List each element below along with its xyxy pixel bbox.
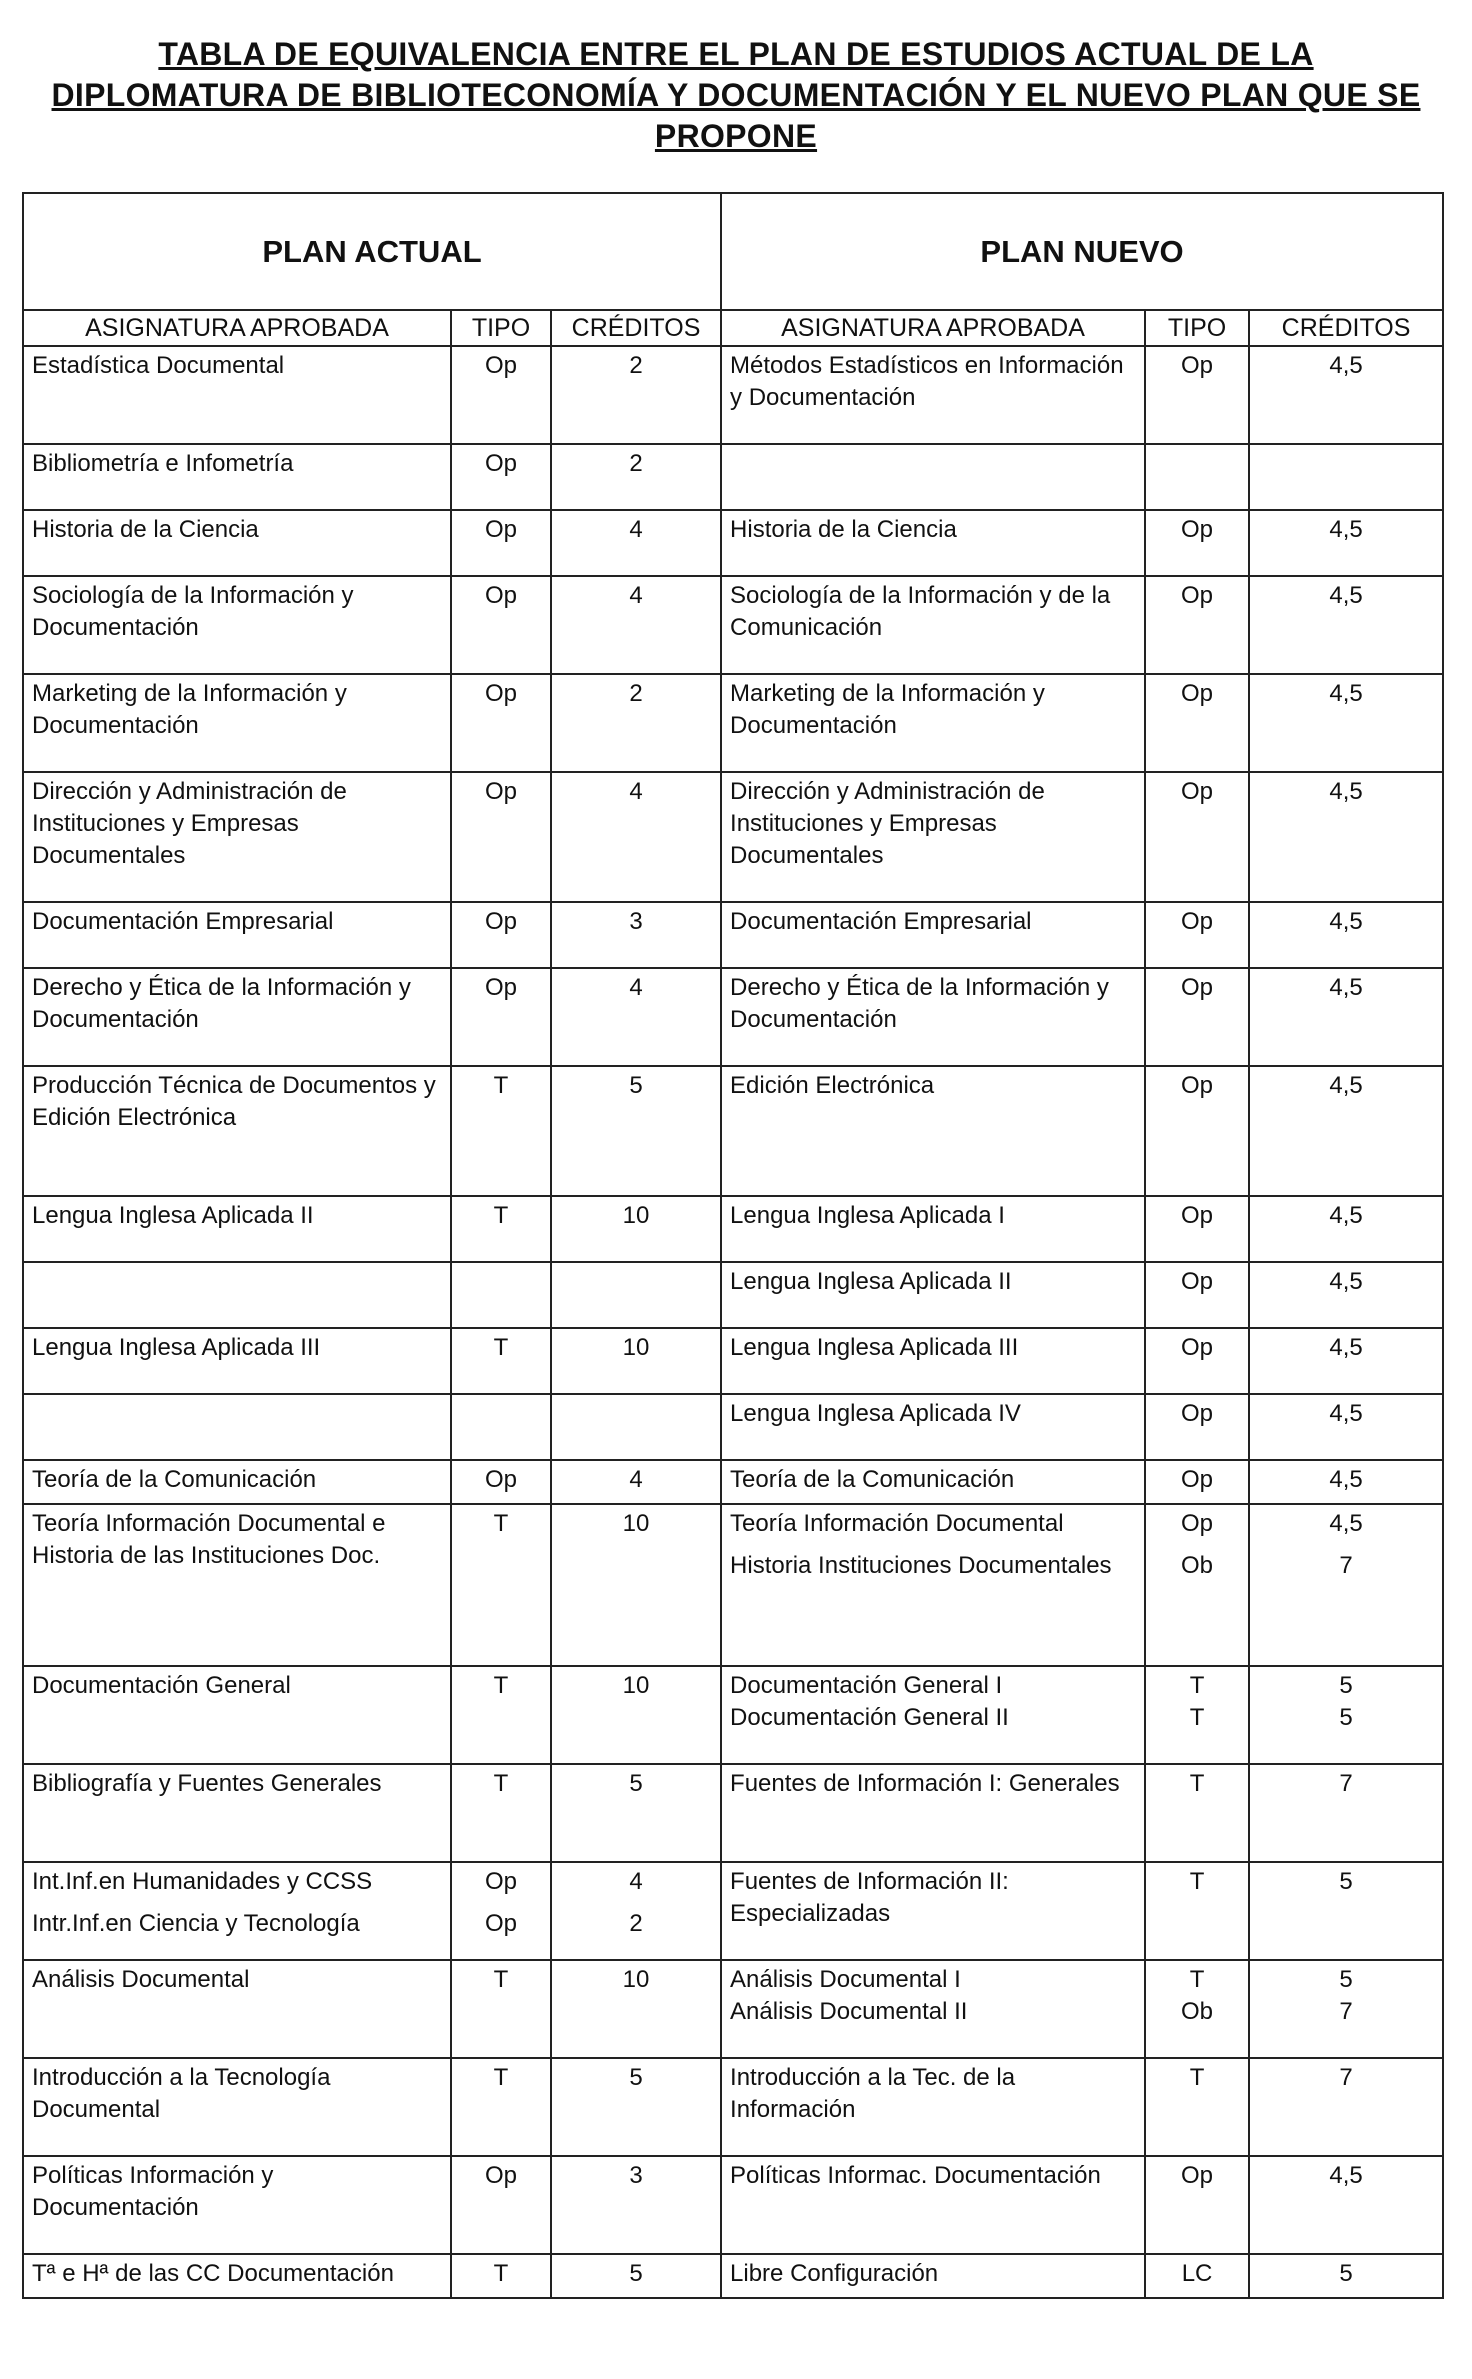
actual-creditos: 10	[551, 1666, 721, 1764]
actual-creditos: 4	[551, 1460, 721, 1504]
nuevo-creditos-pair	[1249, 1960, 1443, 2058]
actual-tipo: Op	[484, 1868, 517, 1895]
nuevo-creditos: 4,5	[1249, 346, 1443, 444]
actual-asignatura: Historia de la Ciencia	[23, 510, 451, 576]
actual-tipo: Op	[451, 674, 551, 772]
plan-nuevo-header: PLAN NUEVO	[721, 193, 1443, 310]
actual-asignatura-header: ASIGNATURA APROBADA	[23, 310, 451, 346]
actual-creditos: 3	[551, 902, 721, 968]
actual-tipo: Op	[451, 444, 551, 510]
actual-creditos: 2	[551, 346, 721, 444]
actual-tipo: T	[451, 1764, 551, 1862]
actual-tipo: Op	[451, 576, 551, 674]
nuevo-creditos: 5	[1339, 1966, 1353, 1993]
actual-tipo: T	[451, 2254, 551, 2298]
nuevo-tipo: T	[1145, 1764, 1249, 1862]
actual-asignatura: Sociología de la Información y Documentación	[23, 576, 451, 674]
nuevo-creditos: 5	[1249, 2254, 1443, 2298]
actual-creditos: 4	[629, 1868, 643, 1895]
nuevo-tipo-2: T	[1189, 1704, 1205, 1731]
nuevo-creditos-2: 7	[1339, 1998, 1353, 2025]
nuevo-asignatura: Métodos Estadísticos en Información y Documentación	[721, 346, 1145, 444]
nuevo-creditos-2: 7	[1339, 1552, 1353, 1579]
actual-creditos: 3	[551, 2156, 721, 2254]
table-row	[23, 1666, 1443, 1764]
nuevo-creditos: 5	[1339, 1672, 1353, 1699]
table-row	[23, 1862, 1443, 1960]
nuevo-tipo: T	[1189, 1672, 1205, 1699]
nuevo-tipo	[1145, 444, 1249, 510]
nuevo-tipo: Op	[1145, 1394, 1249, 1460]
table-row	[23, 1460, 1443, 1504]
nuevo-creditos: 4,5	[1249, 902, 1443, 968]
actual-asignatura: Producción Técnica de Documentos y Edición Electrónica	[23, 1066, 451, 1196]
nuevo-asignatura-2: Documentación General II	[730, 1704, 1009, 1731]
actual-tipo	[451, 1394, 551, 1460]
nuevo-creditos: 4,5	[1249, 1066, 1443, 1196]
actual-tipo: T	[451, 1196, 551, 1262]
actual-asignatura: Estadística Documental	[23, 346, 451, 444]
nuevo-creditos: 4,5	[1249, 1328, 1443, 1394]
nuevo-tipo: Op	[1145, 1262, 1249, 1328]
actual-asignatura: Derecho y Ética de la Información y Documentación	[23, 968, 451, 1066]
nuevo-asignatura: Teoría Información Documental	[730, 1510, 1064, 1537]
table-row	[23, 444, 1443, 510]
nuevo-creditos: 4,5	[1249, 1196, 1443, 1262]
nuevo-asignatura: Fuentes de Información II: Especializadas	[721, 1862, 1145, 1960]
actual-asignatura: Teoría de la Comunicación	[23, 1460, 451, 1504]
table-row	[23, 902, 1443, 968]
nuevo-tipo: T	[1189, 1966, 1205, 1993]
nuevo-creditos: 4,5	[1249, 674, 1443, 772]
table-row	[23, 968, 1443, 1066]
nuevo-tipo: Op	[1181, 1510, 1214, 1537]
nuevo-tipo: LC	[1145, 2254, 1249, 2298]
table-row	[23, 1262, 1443, 1328]
nuevo-creditos: 4,5	[1329, 1510, 1363, 1537]
table-row	[23, 674, 1443, 772]
actual-asignatura: Introducción a la Tecnología Documental	[23, 2058, 451, 2156]
document-title: TABLA DE EQUIVALENCIA ENTRE EL PLAN DE ESTUDIOS ACTUAL DE LA DIPLOMATURA DE BIBLIOTECONOMÍA Y DOCUMENTACIÓN Y EL NUEVO PLAN QUE SE PROPONE	[51, 36, 1421, 154]
nuevo-asignatura: Dirección y Administración de Instituciones y Empresas Documentales	[721, 772, 1145, 902]
nuevo-asignatura-header: ASIGNATURA APROBADA	[721, 310, 1145, 346]
table-row	[23, 2058, 1443, 2156]
actual-tipo: Op	[451, 346, 551, 444]
actual-creditos: 4	[551, 968, 721, 1066]
actual-creditos: 10	[551, 1504, 721, 1666]
nuevo-creditos: 7	[1249, 1764, 1443, 1862]
nuevo-tipo: Op	[1145, 772, 1249, 902]
actual-creditos: 5	[551, 2058, 721, 2156]
nuevo-asignatura: Lengua Inglesa Aplicada IV	[721, 1394, 1145, 1460]
actual-asignatura: Tª e Hª de las CC Documentación	[23, 2254, 451, 2298]
nuevo-tipo: Op	[1145, 510, 1249, 576]
nuevo-asignatura: Marketing de la Información y Documentación	[721, 674, 1145, 772]
table-row	[23, 1504, 1443, 1666]
nuevo-asignatura: Documentación Empresarial	[721, 902, 1145, 968]
actual-creditos: 10	[551, 1328, 721, 1394]
nuevo-creditos: 4,5	[1249, 576, 1443, 674]
nuevo-asignatura: Derecho y Ética de la Información y Documentación	[721, 968, 1145, 1066]
actual-tipo-2: Op	[484, 1910, 517, 1937]
table-row	[23, 1196, 1443, 1262]
actual-asignatura: Políticas Información y Documentación	[23, 2156, 451, 2254]
nuevo-creditos-2: 5	[1339, 1704, 1353, 1731]
actual-tipo: Op	[451, 2156, 551, 2254]
nuevo-tipo: T	[1145, 2058, 1249, 2156]
nuevo-tipo: Op	[1145, 674, 1249, 772]
table-row	[23, 576, 1443, 674]
nuevo-tipo-header: TIPO	[1145, 310, 1249, 346]
actual-creditos: 5	[551, 2254, 721, 2298]
nuevo-tipo: T	[1145, 1862, 1249, 1960]
actual-asignatura: Marketing de la Información y Documentación	[23, 674, 451, 772]
nuevo-asignatura: Edición Electrónica	[721, 1066, 1145, 1196]
nuevo-tipo-2: Ob	[1181, 1552, 1214, 1579]
nuevo-tipo-pair	[1145, 1960, 1249, 2058]
actual-creditos: 5	[551, 1066, 721, 1196]
actual-tipo: T	[451, 2058, 551, 2156]
actual-creditos: 4	[551, 576, 721, 674]
nuevo-tipo: Op	[1145, 1196, 1249, 1262]
nuevo-tipo: Op	[1145, 346, 1249, 444]
actual-asignatura: Bibliografía y Fuentes Generales	[23, 1764, 451, 1862]
table-row	[23, 1764, 1443, 1862]
plan-actual-header: PLAN ACTUAL	[23, 193, 721, 310]
table-row	[23, 2156, 1443, 2254]
nuevo-tipo: Op	[1145, 1328, 1249, 1394]
nuevo-asignatura: Libre Configuración	[721, 2254, 1145, 2298]
actual-tipo: Op	[451, 1460, 551, 1504]
actual-asignatura: Int.Inf.en Humanidades y CCSS	[32, 1868, 373, 1895]
nuevo-asignatura: Análisis Documental I	[730, 1966, 961, 1993]
actual-creditos: 2	[551, 444, 721, 510]
actual-creditos	[551, 1262, 721, 1328]
nuevo-tipo: Op	[1145, 2156, 1249, 2254]
equivalence-table	[22, 192, 1444, 2299]
nuevo-creditos: 7	[1249, 2058, 1443, 2156]
actual-asignatura: Lengua Inglesa Aplicada III	[23, 1328, 451, 1394]
table-row	[23, 2254, 1443, 2298]
table-row	[23, 510, 1443, 576]
nuevo-tipo-2: Ob	[1181, 1998, 1214, 2025]
nuevo-creditos: 4,5	[1249, 968, 1443, 1066]
nuevo-creditos: 5	[1249, 1862, 1443, 1960]
actual-tipo: Op	[451, 902, 551, 968]
nuevo-creditos: 4,5	[1249, 1460, 1443, 1504]
actual-creditos	[551, 1394, 721, 1460]
nuevo-tipo-pair	[1145, 1666, 1249, 1764]
actual-creditos: 10	[551, 1960, 721, 2058]
actual-tipo: Op	[451, 772, 551, 902]
actual-creditos: 4	[551, 510, 721, 576]
table-row	[23, 346, 1443, 444]
nuevo-asignatura: Políticas Informac. Documentación	[721, 2156, 1145, 2254]
nuevo-tipo: Op	[1145, 902, 1249, 968]
actual-asignatura	[23, 1262, 451, 1328]
nuevo-asignatura: Lengua Inglesa Aplicada I	[721, 1196, 1145, 1262]
actual-asignatura: Bibliometría e Infometría	[23, 444, 451, 510]
actual-tipo: Op	[451, 968, 551, 1066]
actual-asignatura: Análisis Documental	[23, 1960, 451, 2058]
nuevo-asignatura: Lengua Inglesa Aplicada II	[721, 1262, 1145, 1328]
table-row	[23, 1394, 1443, 1460]
actual-asignatura: Documentación General	[23, 1666, 451, 1764]
nuevo-tipo: Op	[1145, 1066, 1249, 1196]
actual-tipo: T	[451, 1328, 551, 1394]
actual-tipo: T	[451, 1960, 551, 2058]
nuevo-tipo: Op	[1145, 968, 1249, 1066]
actual-tipo: T	[451, 1504, 551, 1666]
actual-tipo-pair	[451, 1862, 551, 1960]
nuevo-creditos: 4,5	[1249, 1262, 1443, 1328]
nuevo-asignatura-2: Historia Instituciones Documentales	[730, 1552, 1112, 1579]
actual-creditos: 2	[551, 674, 721, 772]
nuevo-creditos: 4,5	[1249, 772, 1443, 902]
actual-creditos: 5	[551, 1764, 721, 1862]
nuevo-asignatura-2: Análisis Documental II	[730, 1998, 968, 2025]
nuevo-creditos-pair	[1249, 1666, 1443, 1764]
nuevo-asignatura-pair	[721, 1960, 1145, 2058]
actual-asignatura-pair	[23, 1862, 451, 1960]
nuevo-creditos: 4,5	[1249, 1394, 1443, 1460]
actual-asignatura: Documentación Empresarial	[23, 902, 451, 968]
nuevo-creditos	[1249, 444, 1443, 510]
nuevo-asignatura: Documentación General I	[730, 1672, 1003, 1699]
nuevo-tipo-pair	[1145, 1504, 1249, 1666]
actual-tipo-header: TIPO	[451, 310, 551, 346]
actual-tipo: T	[451, 1666, 551, 1764]
actual-asignatura: Lengua Inglesa Aplicada II	[23, 1196, 451, 1262]
nuevo-creditos: 4,5	[1249, 2156, 1443, 2254]
nuevo-asignatura	[721, 444, 1145, 510]
nuevo-asignatura-pair	[721, 1504, 1145, 1666]
actual-creditos-2: 2	[629, 1910, 643, 1937]
actual-creditos: 10	[551, 1196, 721, 1262]
actual-asignatura: Dirección y Administración de Instituciones y Empresas Documentales	[23, 772, 451, 902]
actual-tipo	[451, 1262, 551, 1328]
nuevo-asignatura: Historia de la Ciencia	[721, 510, 1145, 576]
nuevo-tipo: Op	[1145, 1460, 1249, 1504]
nuevo-creditos: 4,5	[1249, 510, 1443, 576]
actual-creditos: 4	[551, 772, 721, 902]
actual-creditos-pair	[551, 1862, 721, 1960]
actual-tipo: T	[451, 1066, 551, 1196]
actual-asignatura	[23, 1394, 451, 1460]
nuevo-tipo: Op	[1145, 576, 1249, 674]
table-row	[23, 1960, 1443, 2058]
nuevo-asignatura-pair	[721, 1666, 1145, 1764]
nuevo-asignatura: Introducción a la Tec. de la Información	[721, 2058, 1145, 2156]
table-row	[23, 1066, 1443, 1196]
actual-asignatura-2: Intr.Inf.en Ciencia y Tecnología	[32, 1910, 360, 1937]
actual-asignatura: Teoría Información Documental e Historia de las Instituciones Doc.	[23, 1504, 451, 1666]
table-row	[23, 772, 1443, 902]
actual-creditos-header: CRÉDITOS	[551, 310, 721, 346]
nuevo-asignatura: Sociología de la Información y de la Comunicación	[721, 576, 1145, 674]
table-row	[23, 1328, 1443, 1394]
actual-tipo: Op	[451, 510, 551, 576]
nuevo-creditos-header: CRÉDITOS	[1249, 310, 1443, 346]
nuevo-creditos-pair	[1249, 1504, 1443, 1666]
nuevo-asignatura: Lengua Inglesa Aplicada III	[721, 1328, 1145, 1394]
nuevo-asignatura: Fuentes de Información I: Generales	[721, 1764, 1145, 1862]
nuevo-asignatura: Teoría de la Comunicación	[721, 1460, 1145, 1504]
